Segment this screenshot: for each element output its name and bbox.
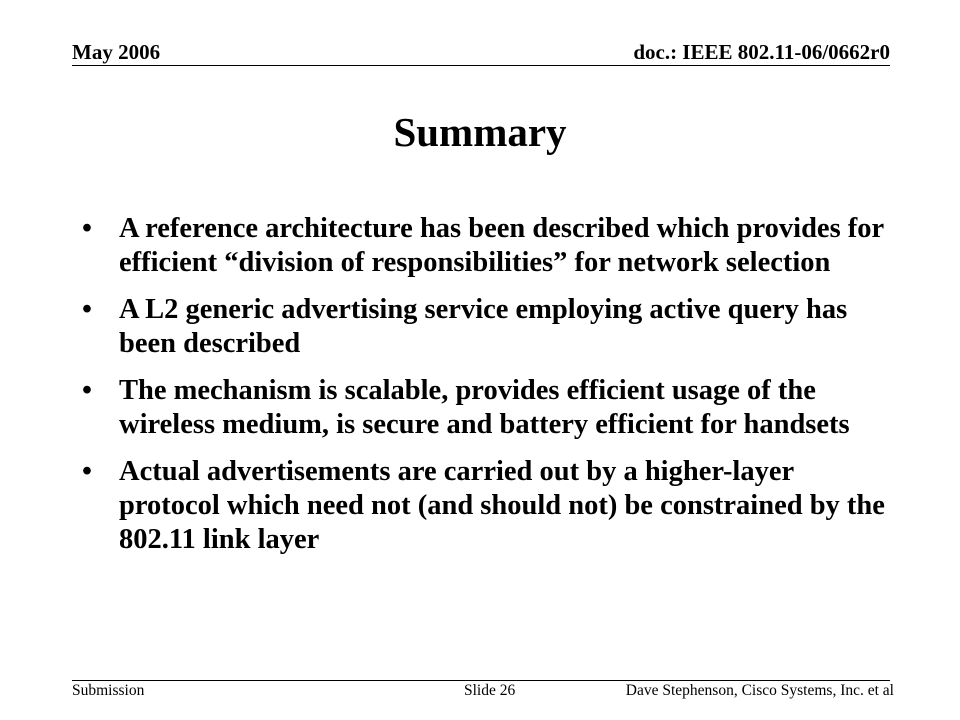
footer-slide-number: Slide 26 <box>464 682 516 699</box>
footer-submission: Submission <box>72 682 145 699</box>
bullet-text: Actual advertisements are carried out by a higher-layer protocol which need not (and should not) be constrained by the 802.11 link layer <box>119 456 885 555</box>
bullet-marker: • <box>82 213 92 244</box>
bullet-item <box>80 455 890 557</box>
bullet-marker: • <box>82 294 92 325</box>
bullet-text: A L2 generic advertising service employing active query has been described <box>119 294 848 359</box>
slide-title: Summary <box>393 109 567 155</box>
bullet-text: The mechanism is scalable, provides efficient usage of the wireless medium, is secure and battery efficient for handsets <box>119 375 850 440</box>
bullet-list <box>80 212 890 570</box>
header-divider <box>72 65 890 66</box>
footer-divider <box>72 680 890 681</box>
header-doc-id: doc.: IEEE 802.11-06/0662r0 <box>633 40 890 64</box>
bullet-item <box>80 212 890 280</box>
bullet-marker: • <box>82 375 92 406</box>
bullet-text: A reference architecture has been described which provides for efficient “division of responsibilities” for network selection <box>119 213 884 278</box>
footer-author: Dave Stephenson, Cisco Systems, Inc. et al <box>625 682 894 699</box>
bullet-item <box>80 293 890 361</box>
header-date: May 2006 <box>72 40 161 64</box>
bullet-item <box>80 374 890 442</box>
bullet-marker: • <box>82 456 92 487</box>
